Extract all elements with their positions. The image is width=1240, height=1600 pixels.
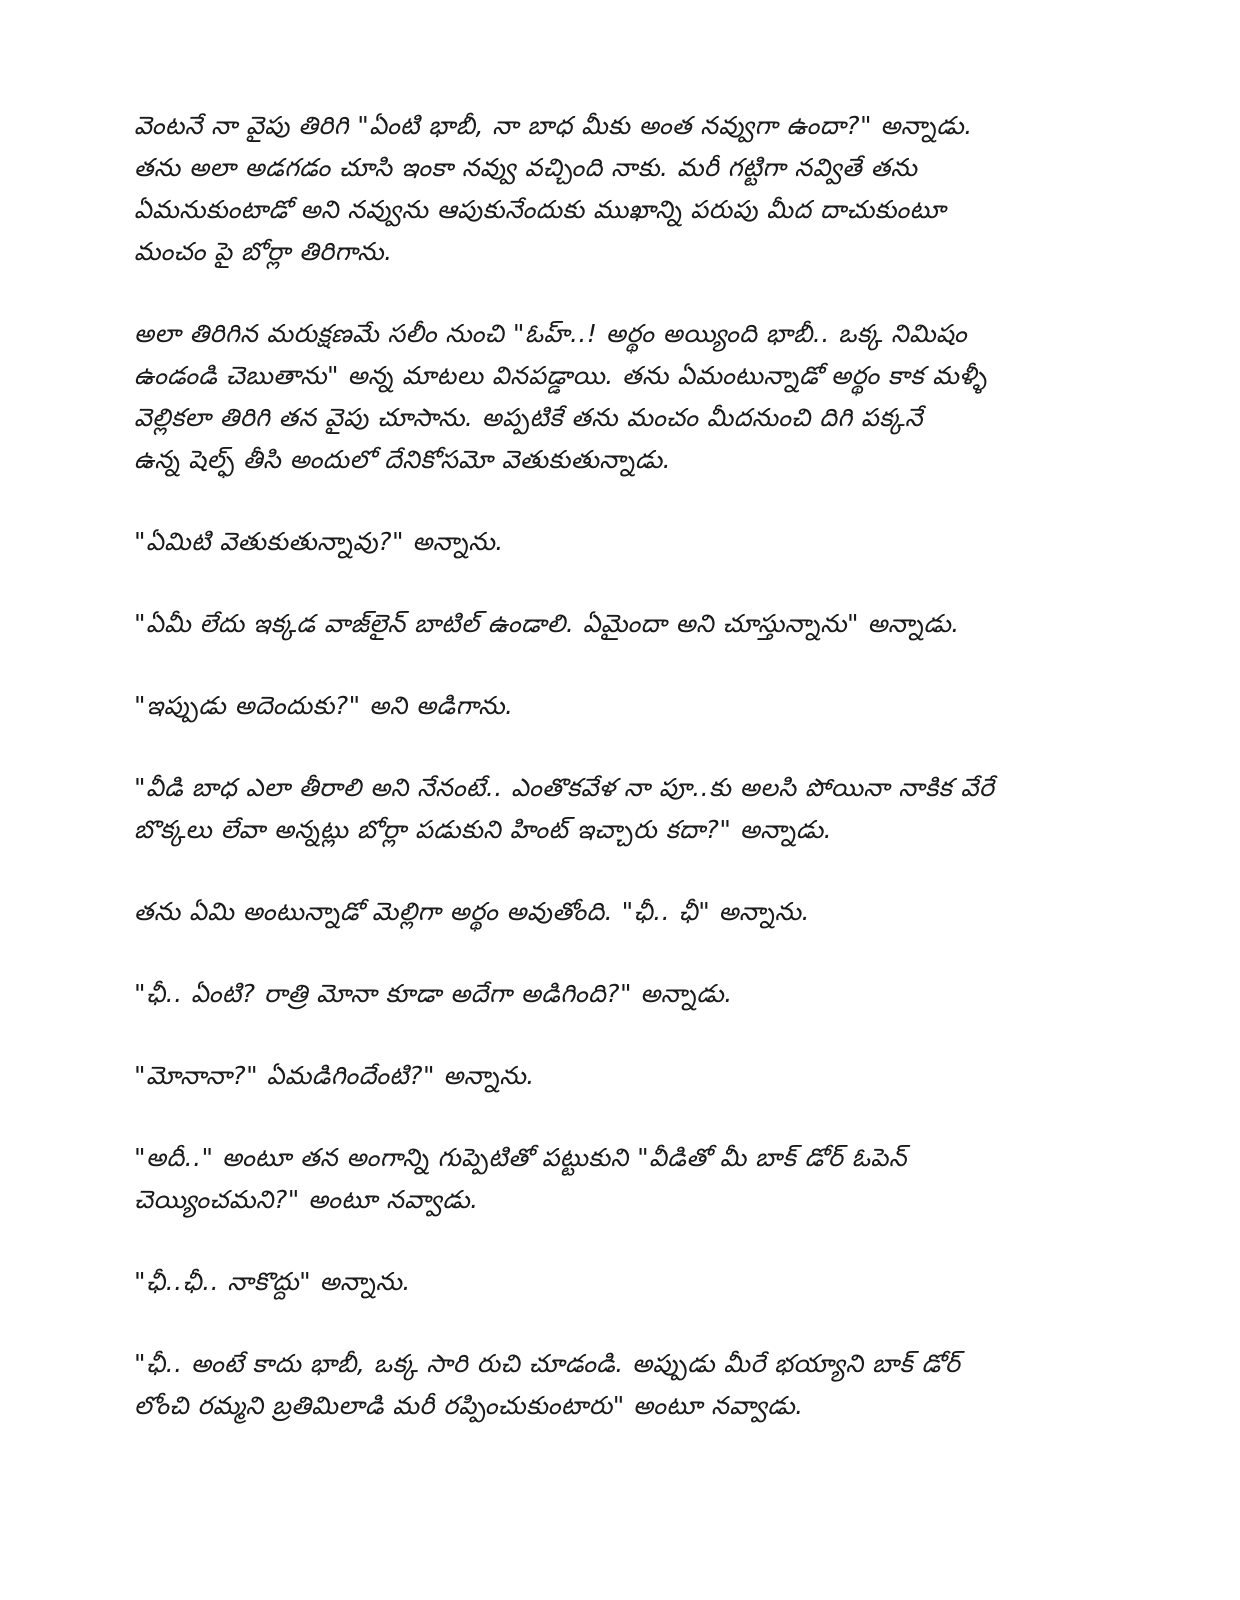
text-line: బొక్కలు లేవా అన్నట్లు బోర్లా పడుకుని హింట్ ఇచ్చారు కదా?" అన్నాడు. [134,815,833,844]
paragraph-10 [134,1137,1124,1221]
text-line: అలా తిరిగిన మరుక్షణమే సలీం నుంచి "ఓహ్..! అర్థం అయ్యింది భాబీ.. ఒక్క నిమిషం [134,319,968,348]
text-line: వెల్లికలా తిరిగి తన వైపు చూసాను. అప్పటికే తను మంచం మీదనుంచి దిగి పక్కనే [134,403,923,432]
text-line: ఉన్న షెల్ఫ్ తీసి అందులో దేనికోసమో వెతుకుతున్నాడు. [134,445,672,474]
paragraph-7 [134,891,1124,933]
text-line: తను అలా అడగడం చూసి ఇంకా నవ్వు వచ్చింది నాకు. మరీ గట్టిగా నవ్వితే తను [134,153,918,182]
text-line: "ఇప్పుడు అదెందుకు?" అని అడిగాను. [134,691,514,720]
text-line: "అదీ.." అంటూ తన అంగాన్ని గుప్పెటితో పట్టుకుని "వీడితో మీ బాక్ డోర్ ఓపెన్ [134,1143,907,1172]
text-line: చెయ్యించమని?" అంటూ నవ్వాడు. [134,1185,479,1214]
text-line: "మోనానా?" ఏమడిగిందేంటి?" అన్నాను. [134,1061,535,1090]
paragraph-9 [134,1055,1124,1097]
text-line: "ఏమిటి వెతుకుతున్నావు?" అన్నాను. [134,527,504,556]
text-line: తను ఏమి అంటున్నాడో మెల్లిగా అర్థం అవుతోంది. "ఛీ.. ఛీ" అన్నాను. [134,897,810,926]
paragraph-2 [134,313,1124,481]
paragraph-6 [134,767,1124,851]
text-line: "వీడి బాధ ఎలా తీరాలి అని నేనంటే.. ఎంతొకవేళ నా పూ..కు అలసి పోయినా నాకిక వేరే [134,773,995,802]
paragraph-4 [134,603,1124,645]
paragraph-1 [134,105,1124,273]
story-text [134,105,1124,1427]
text-line: వెంటనే నా వైపు తిరిగి "ఏంటి భాబీ, నా బాధ మీకు అంత నవ్వుగా ఉందా?" అన్నాడు. [134,111,973,140]
text-line: "ఛీ.. అంటే కాదు భాబీ, ఒక్క సారి రుచి చూడండి. అప్పుడు మీరే భయ్యాని బాక్ డోర్ [134,1349,961,1378]
text-line: "ఛీ.. ఏంటి? రాత్రి మోనా కూడా అదేగా అడిగింది?" అన్నాడు. [134,979,733,1008]
text-line: లోంచి రమ్మని బ్రతిమిలాడి మరీ రప్పించుకుంటారు" అంటూ నవ్వాడు. [134,1391,804,1420]
paragraph-12 [134,1343,1124,1427]
paragraph-8 [134,973,1124,1015]
paragraph-3 [134,521,1124,563]
text-line: ఉండండి చెబుతాను" అన్న మాటలు వినపడ్డాయి. తను ఏమంటున్నాడో అర్థం కాక మళ్ళీ [134,361,988,390]
text-line: "ఏమీ లేదు ఇక్కడ వాజ్‌లైన్ బాటిల్ ఉండాలి. ఏమైందా అని చూస్తున్నాను" అన్నాడు. [134,609,960,638]
paragraph-5 [134,685,1124,727]
paragraph-11 [134,1261,1124,1303]
text-line: మంచం పై బోర్లా తిరిగాను. [134,237,393,266]
text-line: ఏమనుకుంటాడో అని నవ్వును ఆపుకునేందుకు ముఖాన్ని పరుపు మీద దాచుకుంటూ [134,195,947,224]
text-line: "ఛీ..ఛీ.. నాకొద్దు" అన్నాను. [134,1267,411,1296]
